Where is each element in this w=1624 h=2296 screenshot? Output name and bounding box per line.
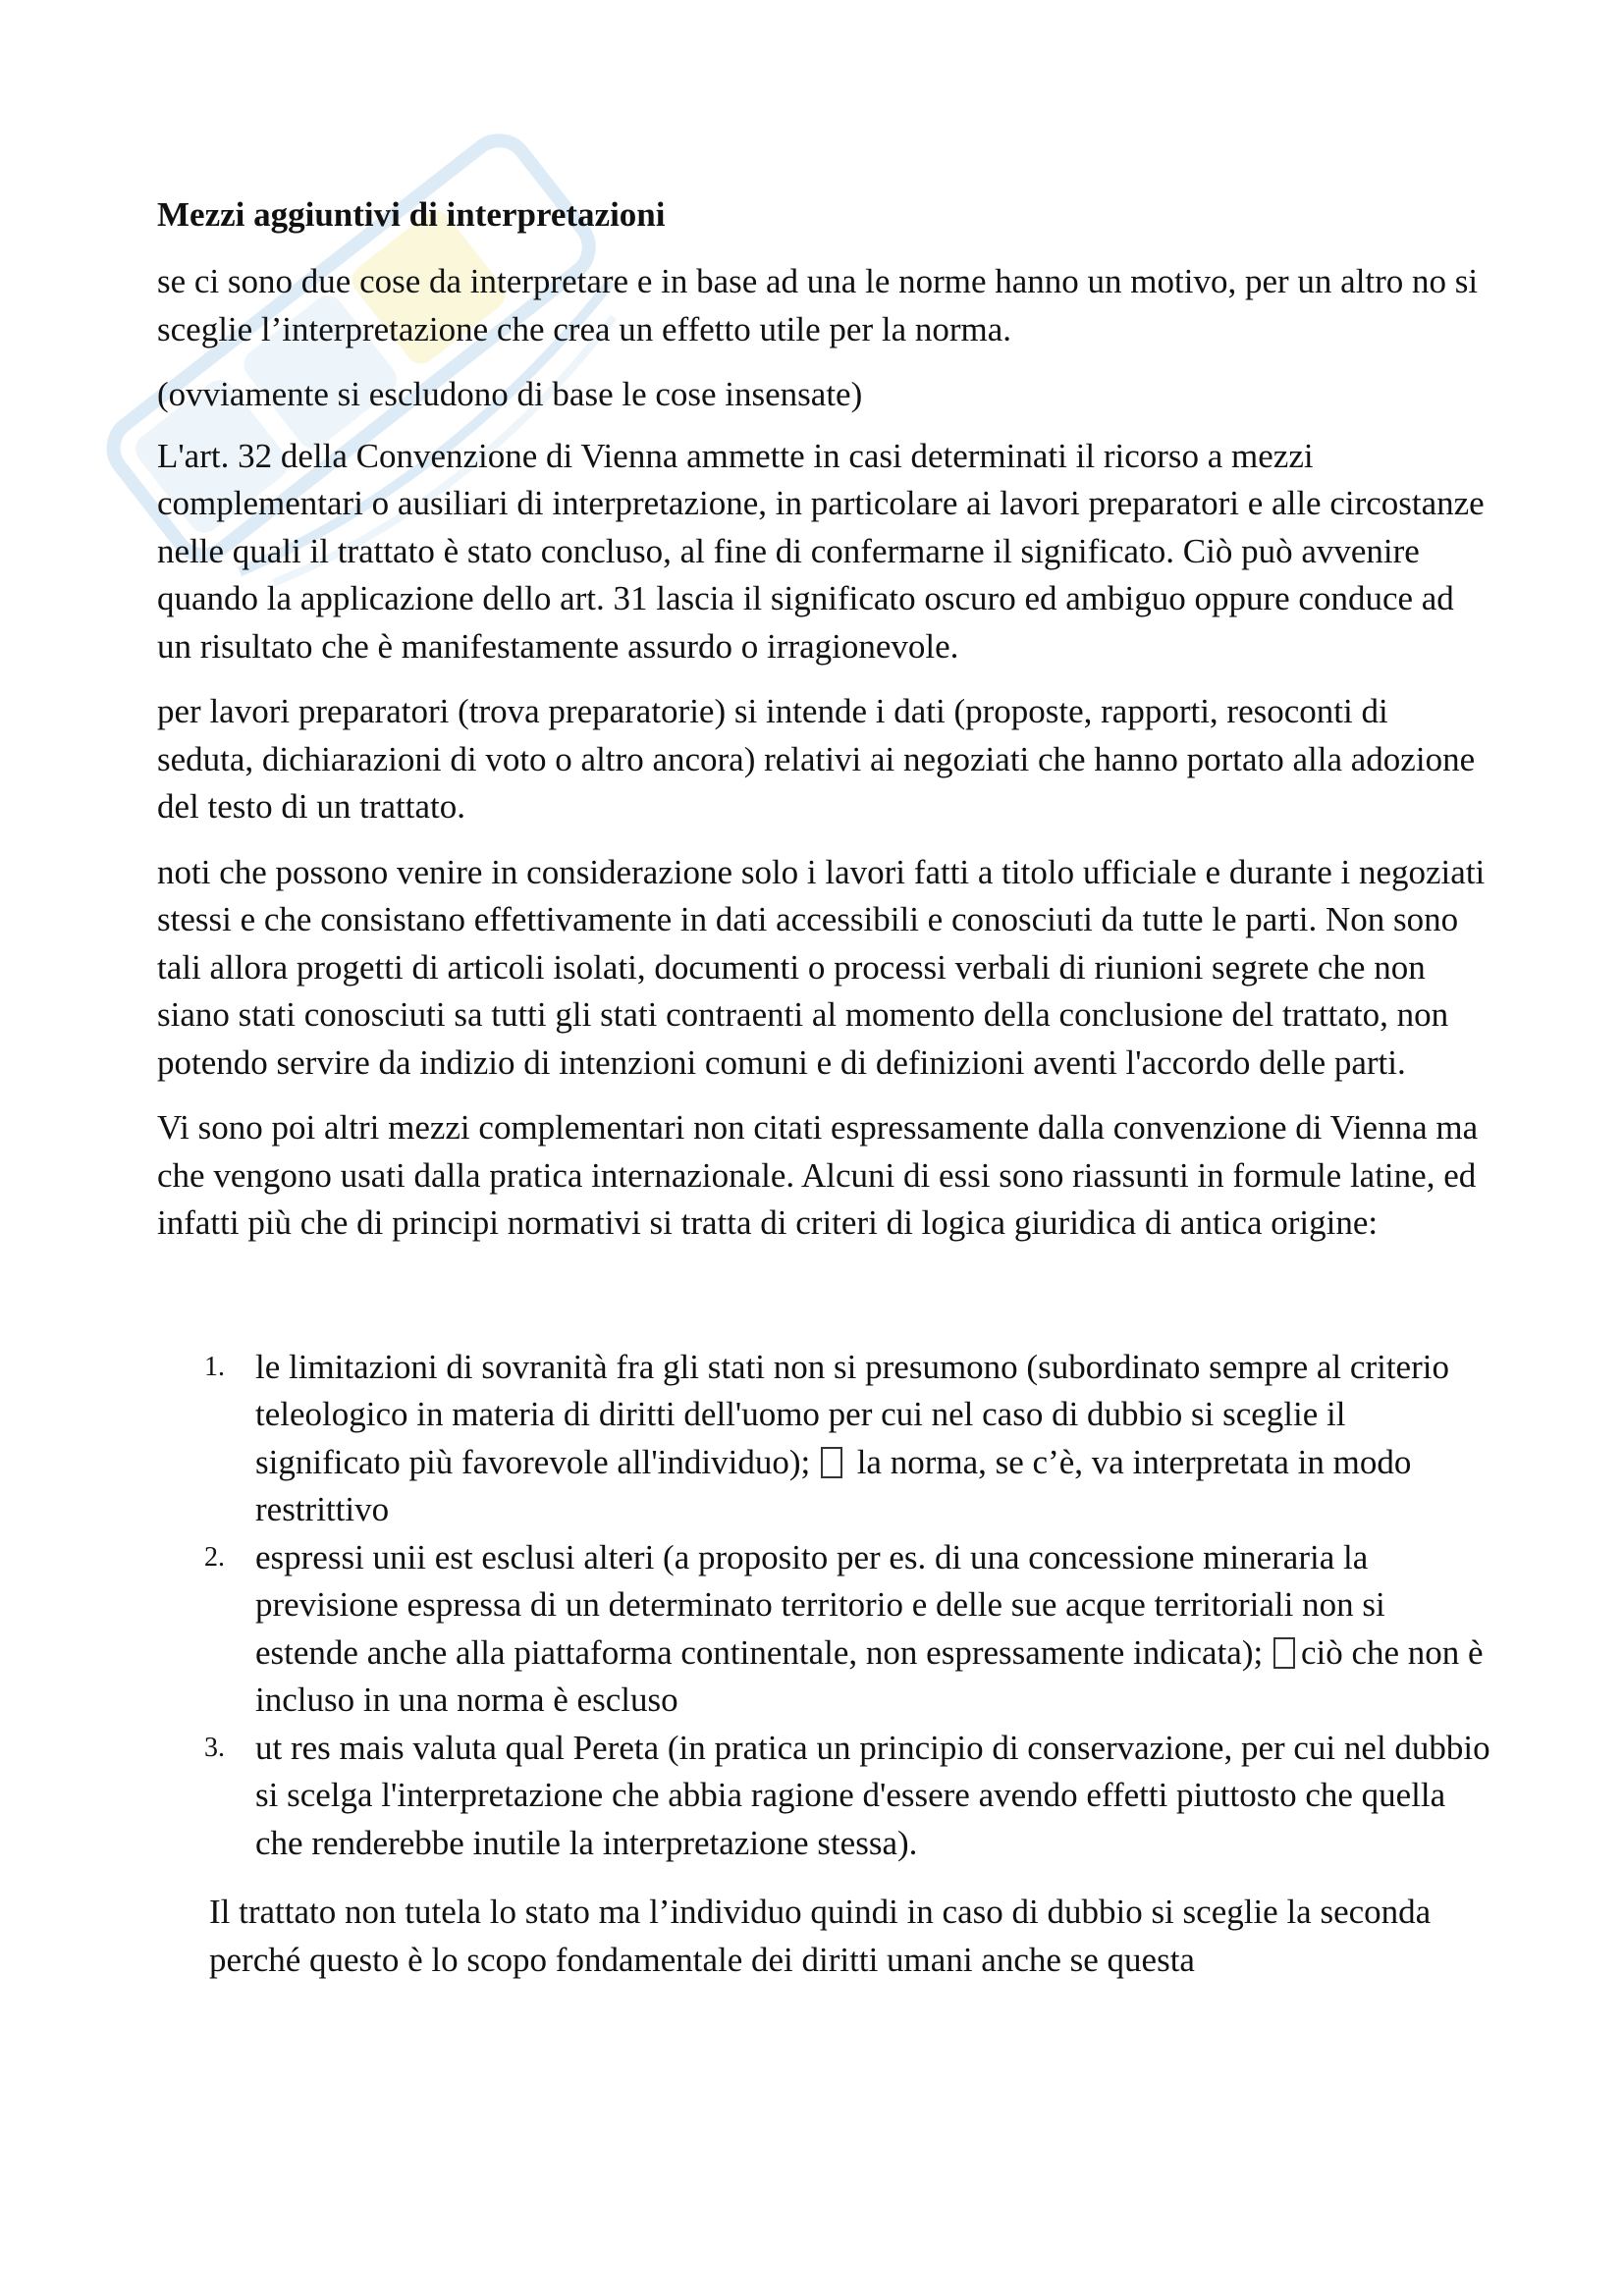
paragraph: per lavori preparatori (trova preparatorie) si intende i dati (proposte, rapporti, resoconti di seduta, dichiarazioni di voto o altro ancora) relativi ai negoziati che hanno portato alla adozione del testo di un trattato. xyxy=(157,692,1476,826)
list-item-number: 2. xyxy=(204,1541,225,1573)
document-heading: Mezzi aggiuntivi di interpretazioni xyxy=(157,195,666,234)
list-item-number: 3. xyxy=(204,1732,225,1763)
paragraph: L'art. 32 della Convenzione di Vienna ammette in casi determinati il ricorso a mezzi complementari o ausiliari di interpretazione, in particolare ai lavori preparatori e alle circostanze nelle quali il trattato è stato concluso, al fine di confermarne il significato. Ciò può avvenire quando la applicazione dello art. 31 lascia il significato oscuro ed ambiguo oppure conduce ad un risultato che è manifestamente assurdo o irragionevole. xyxy=(157,436,1485,666)
missing-glyph-icon xyxy=(1273,1637,1295,1669)
numbered-list xyxy=(157,1344,1492,1868)
closing-paragraph: Il trattato non tutela lo stato ma l’individuo quindi in caso di dubbio si sceglie la seconda perché questo è lo scopo fondamentale dei diritti umani anche se questa xyxy=(209,1893,1432,1979)
document-page xyxy=(157,191,1492,1984)
list-item xyxy=(157,1725,1492,1868)
missing-glyph-icon xyxy=(821,1447,842,1478)
list-item-text: le limitazioni di sovranità fra gli stati non si presumono (subordinato sempre al criterio teleologico in materia di diritti dell'uomo per cui nel caso di dubbio si sceglie il significato più favorevole all'individuo); xyxy=(255,1347,1449,1481)
paragraph: se ci sono due cose da interpretare e in base ad una le norme hanno un motivo, per un altro no si sceglie l’interpretazione che crea un effetto utile per la norma. xyxy=(157,262,1479,348)
spacer xyxy=(157,1265,1492,1344)
list-item-text: espressi unii est esclusi alteri (a proposito per es. di una concessione mineraria la previsione espressa di un determinato territorio e delle sue acque territoriali non si estende anche alla piattaforma continentale, non espressamente indicata); xyxy=(255,1537,1385,1672)
list-item-number: 1. xyxy=(204,1351,225,1382)
paragraph: Vi sono poi altri mezzi complementari non citati espressamente dalla convenzione di Vienna ma che vengono usati dalla pratica internazionale. Alcuni di essi sono riassunti in formule latine, ed infatti più che di principi normativi si tratta di criteri di logica giuridica di antica origine: xyxy=(157,1108,1479,1242)
list-item xyxy=(157,1344,1492,1534)
list-item xyxy=(157,1534,1492,1725)
paragraph: noti che possono venire in considerazione solo i lavori fatti a titolo ufficiale e durante i negoziati stessi e che consistano effettivamente in dati accessibili e conosciuti da tutte le parti. Non sono tali allora progetti di articoli isolati, documenti o processi verbali di riunioni segrete che non siano stati conosciuti sa tutti gli stati contraenti al momento della conclusione del trattato, non potendo servire da indizio di intenzioni comuni e di definizioni aventi l'accordo delle parti. xyxy=(157,852,1486,1082)
list-item-text: ciò che non è incluso in una norma è escluso xyxy=(255,1632,1484,1719)
list-item-text: ut res mais valuta qual Pereta (in pratica un principio di conservazione, per cui nel dubbio si scelga l'interpretazione che abbia ragione d'essere avendo effetti piuttosto che quella che renderebbe inutile la interpretazione stessa). xyxy=(255,1728,1490,1862)
list-item-text: la norma, se c’è, va interpretata in modo restrittivo xyxy=(255,1442,1412,1528)
paragraph: (ovviamente si escludono di base le cose insensate) xyxy=(157,375,863,413)
